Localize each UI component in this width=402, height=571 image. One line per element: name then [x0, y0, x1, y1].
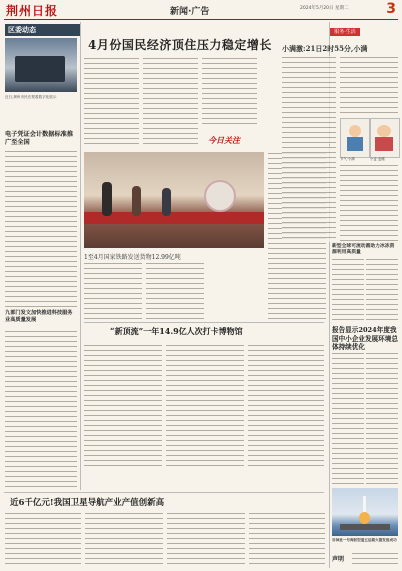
right-body-e	[332, 352, 364, 486]
satellite-body-2	[85, 512, 163, 568]
section-title: 新闻·广告	[170, 7, 210, 17]
top-story-col3	[202, 57, 257, 127]
rocket-launch-photo	[332, 488, 398, 536]
top-story-col2	[143, 57, 198, 147]
cartoon-head	[377, 125, 391, 137]
cartoon-panel-2	[370, 118, 400, 158]
cartoon-body	[347, 137, 363, 151]
satellite-body-1	[5, 512, 81, 568]
notice-title: 声明	[332, 556, 345, 563]
divider	[84, 322, 324, 323]
report-headline: 报告显示2024年度我国中小企业发展环境总体持续优化	[332, 326, 398, 351]
today-focus-stamp: 今日关注	[208, 135, 240, 145]
left-headline-2: 九部门发文加快推进科技服务业高质量发展	[5, 310, 73, 323]
cartoon-body	[375, 137, 393, 151]
left-photo	[5, 38, 77, 92]
left-banner: 区委动态	[5, 24, 80, 36]
cartoon-caption-1: 节气·小满	[340, 157, 355, 161]
masthead	[0, 0, 402, 20]
issue-date: 2024年5月20日 星期二	[300, 6, 349, 11]
xiaoman-headline: 小满激:21日2时55分,小满	[282, 44, 368, 53]
left-body-1	[5, 150, 77, 308]
rocket-caption: 谷神星一号海射型遥五运载火箭发射成功	[332, 538, 397, 542]
xiaoman-body-1	[282, 56, 336, 144]
mid-headline: 新型全球可流动圆助力冰冻资源利用高质量	[332, 244, 395, 255]
satellite-headline: 近6千亿元!我国卫星导航产业产值创新高	[10, 498, 165, 508]
museum-body-2	[166, 344, 244, 468]
newspaper-logo: 荆州日报	[6, 4, 59, 18]
xiaoman-body-2	[340, 56, 398, 116]
museum-headline: “新顶流”一年14.9亿人次打卡博物馆	[110, 326, 243, 336]
satellite-body-4	[249, 512, 325, 568]
freight-body-1	[84, 262, 142, 320]
right-body-d	[366, 258, 398, 322]
freight-body-2	[146, 262, 204, 320]
right-body-c	[332, 258, 364, 322]
launch-ship	[340, 524, 390, 530]
right-body-a	[282, 146, 336, 242]
page-number: 3	[386, 1, 396, 17]
notice-body	[352, 552, 398, 566]
left-photo-caption: 近日,荆州市民在观看数字化展示	[5, 95, 57, 99]
screen-shape	[15, 56, 65, 82]
left-body-2	[5, 330, 77, 490]
right-body-b	[340, 164, 398, 242]
top-story-headline: 4月份国民经济顶住压力稳定增长	[88, 38, 272, 52]
museum-body-1	[84, 344, 162, 468]
cartoon-head	[349, 125, 361, 137]
museum-body-3	[248, 344, 324, 468]
satellite-body-3	[167, 512, 245, 568]
masthead-rule	[4, 19, 398, 20]
service-tag: 服务·生活	[330, 28, 360, 36]
visitor-figure	[102, 182, 112, 216]
freight-headline: 1至4月国家铁路发送货物12.99亿吨	[84, 254, 181, 261]
top-story-col1	[84, 57, 139, 147]
visitor-figure	[162, 188, 171, 216]
cartoon-panel-1	[340, 118, 370, 158]
divider	[4, 492, 324, 493]
rocket-flame	[359, 512, 370, 524]
cartoon-caption-2: 小麦·麦穗	[370, 157, 385, 161]
left-headline-1: 电子凭证会计数据标准推广至全国	[5, 131, 74, 146]
column-divider	[80, 22, 81, 490]
right-body-f	[366, 352, 398, 486]
visitor-figure	[132, 186, 141, 216]
